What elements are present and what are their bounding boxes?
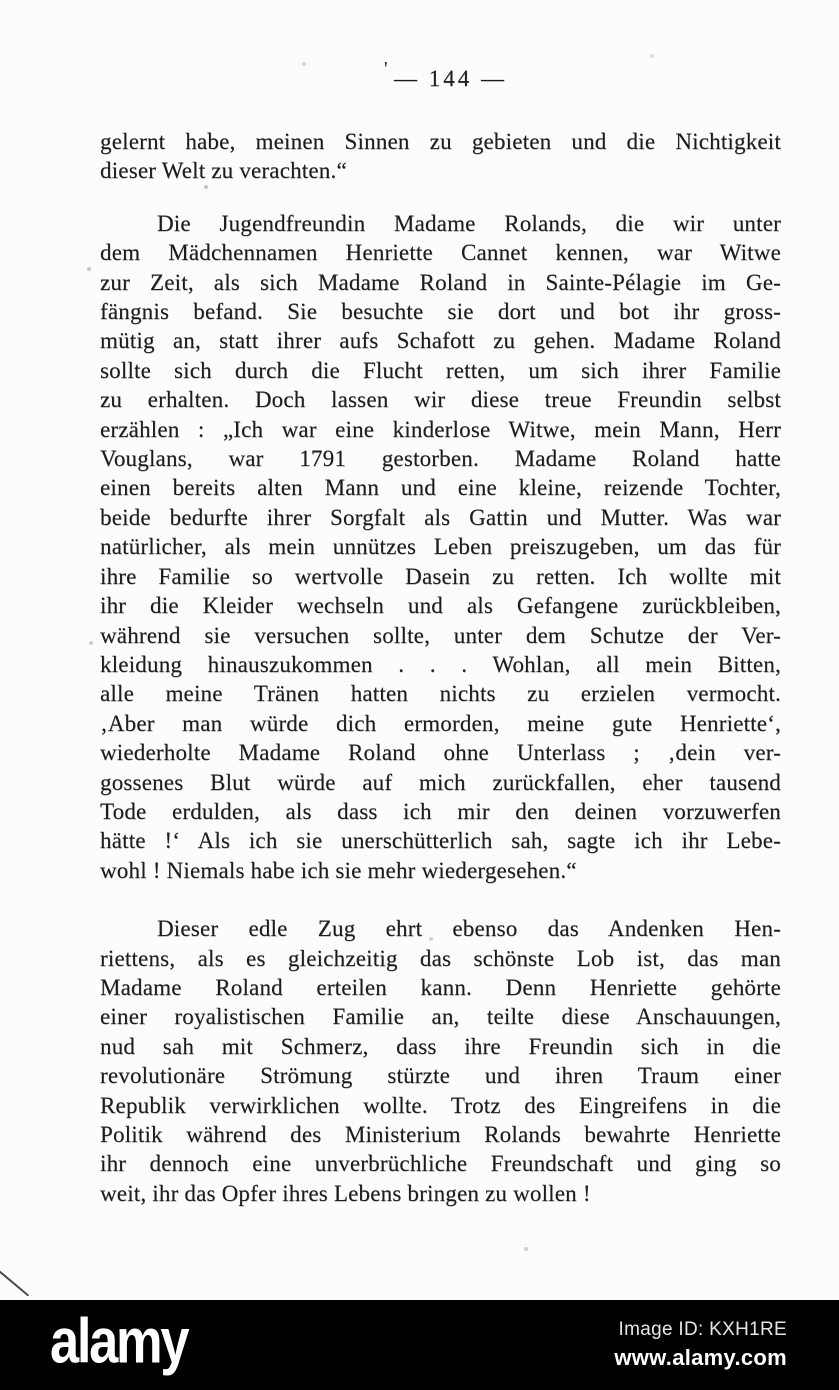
- text-line: ihr die Kleider wechseln und als Gefangene zurückbleiben,: [100, 593, 781, 619]
- text-line: fängnis befand. Sie besuchte sie dort und bot ihr gross-: [100, 299, 781, 325]
- text-line: Madame Roland erteilen kann. Denn Henriette gehörte: [100, 974, 781, 1000]
- alamy-url-text: www.alamy.com: [614, 1345, 787, 1370]
- text-line: sollte sich durch die Flucht retten, um sich ihrer Familie: [100, 357, 781, 383]
- text-line: Republik verwirklichen wollte. Trotz des Eingreifens in die: [100, 1092, 781, 1118]
- watermark-info: [614, 1319, 787, 1371]
- text-line: natürlicher, als mein unnützes Leben preiszugeben, um das für: [100, 534, 781, 560]
- text-line: zur Zeit, als sich Madame Roland in Sainte-Pélagie im Ge-: [100, 269, 781, 295]
- text-line: Vouglans, war 1791 gestorben. Madame Roland hatte: [100, 446, 781, 472]
- page-number-header: — 144 —: [394, 66, 507, 91]
- text-line: dem Mädchennamen Henriette Cannet kennen, war Witwe: [100, 240, 781, 266]
- watermark-bar: [0, 1300, 839, 1390]
- text-line: Dieser edle Zug ehrt ebenso das Andenken Hen-: [157, 916, 781, 942]
- text-line: wiederholte Madame Roland ohne Unterlass ; ‚dein ver-: [100, 740, 781, 766]
- text-line: alle meine Tränen hatten nichts zu erzielen vermocht.: [100, 681, 781, 707]
- text-line: ‚Aber man würde dich ermorden, meine gute Henriette‘,: [100, 710, 781, 736]
- text-line: beide bedurfte ihrer Sorgfalt als Gattin und Mutter. Was war: [100, 504, 781, 530]
- text-line: Tode erdulden, als dass ich mir den deinen vorzuwerfen: [100, 798, 781, 824]
- text-line: dieser Welt zu verachten.“: [100, 158, 347, 184]
- text-line: Die Jugendfreundin Madame Rolands, die wir unter: [157, 210, 781, 236]
- image-id-text: Image ID: KXH1RE: [618, 1319, 787, 1340]
- text-line: hätte !‘ Als ich sie unerschütterlich sah, sagte ich ihr Lebe-: [100, 828, 781, 854]
- text-line: nud sah mit Schmerz, dass ihre Freundin sich in die: [100, 1033, 781, 1059]
- text-line: riettens, als es gleichzeitig das schönste Lob ist, das man: [100, 945, 781, 971]
- text-line: ihr dennoch eine unverbrüchliche Freundschaft und ging so: [100, 1151, 781, 1177]
- stray-ink-mark: ': [384, 58, 388, 80]
- paragraph: [100, 127, 781, 186]
- alamy-logo: alamy: [50, 1305, 188, 1377]
- text-line: zu erhalten. Doch lassen wir diese treue Freundin selbst: [100, 387, 781, 413]
- text-line: weit, ihr das Opfer ihres Lebens bringen zu wollen !: [100, 1180, 591, 1206]
- paragraph: [100, 914, 781, 1208]
- text-line: wohl ! Niemals habe ich sie mehr wiedergesehen.“: [100, 857, 577, 883]
- text-line: einer royalistischen Familie an, teilte diese Anschauungen,: [100, 1004, 781, 1030]
- text-line: Politik während des Ministerium Rolands bewahrte Henriette: [100, 1122, 781, 1147]
- paragraph: [100, 209, 781, 885]
- scan-artifact-line: [0, 1268, 29, 1297]
- text-line: mütig an, statt ihrer aufs Schafott zu gehen. Madame Roland: [100, 328, 781, 354]
- text-line: während sie versuchen sollte, unter dem Schutze der Ver-: [100, 622, 781, 648]
- text-line: einen bereits alten Mann und eine kleine, reizende Tochter,: [100, 475, 781, 501]
- text-line: gossenes Blut würde auf mich zurückfallen, eher tausend: [100, 769, 781, 795]
- text-line: revolutionäre Strömung stürzte und ihren Traum einer: [100, 1063, 781, 1089]
- scan-noise-specks: [0, 0, 2, 2]
- text-line: gelernt habe, meinen Sinnen zu gebieten und die Nichtigkeit: [100, 129, 781, 154]
- text-line: ihre Familie so wertvolle Dasein zu retten. Ich wollte mit: [100, 563, 781, 589]
- text-line: erzählen : „Ich war eine kinderlose Witwe, mein Mann, Herr: [100, 416, 781, 442]
- text-body: [100, 127, 781, 1208]
- text-line: kleidung hinauszukommen . . . Wohlan, all mein Bitten,: [100, 651, 781, 677]
